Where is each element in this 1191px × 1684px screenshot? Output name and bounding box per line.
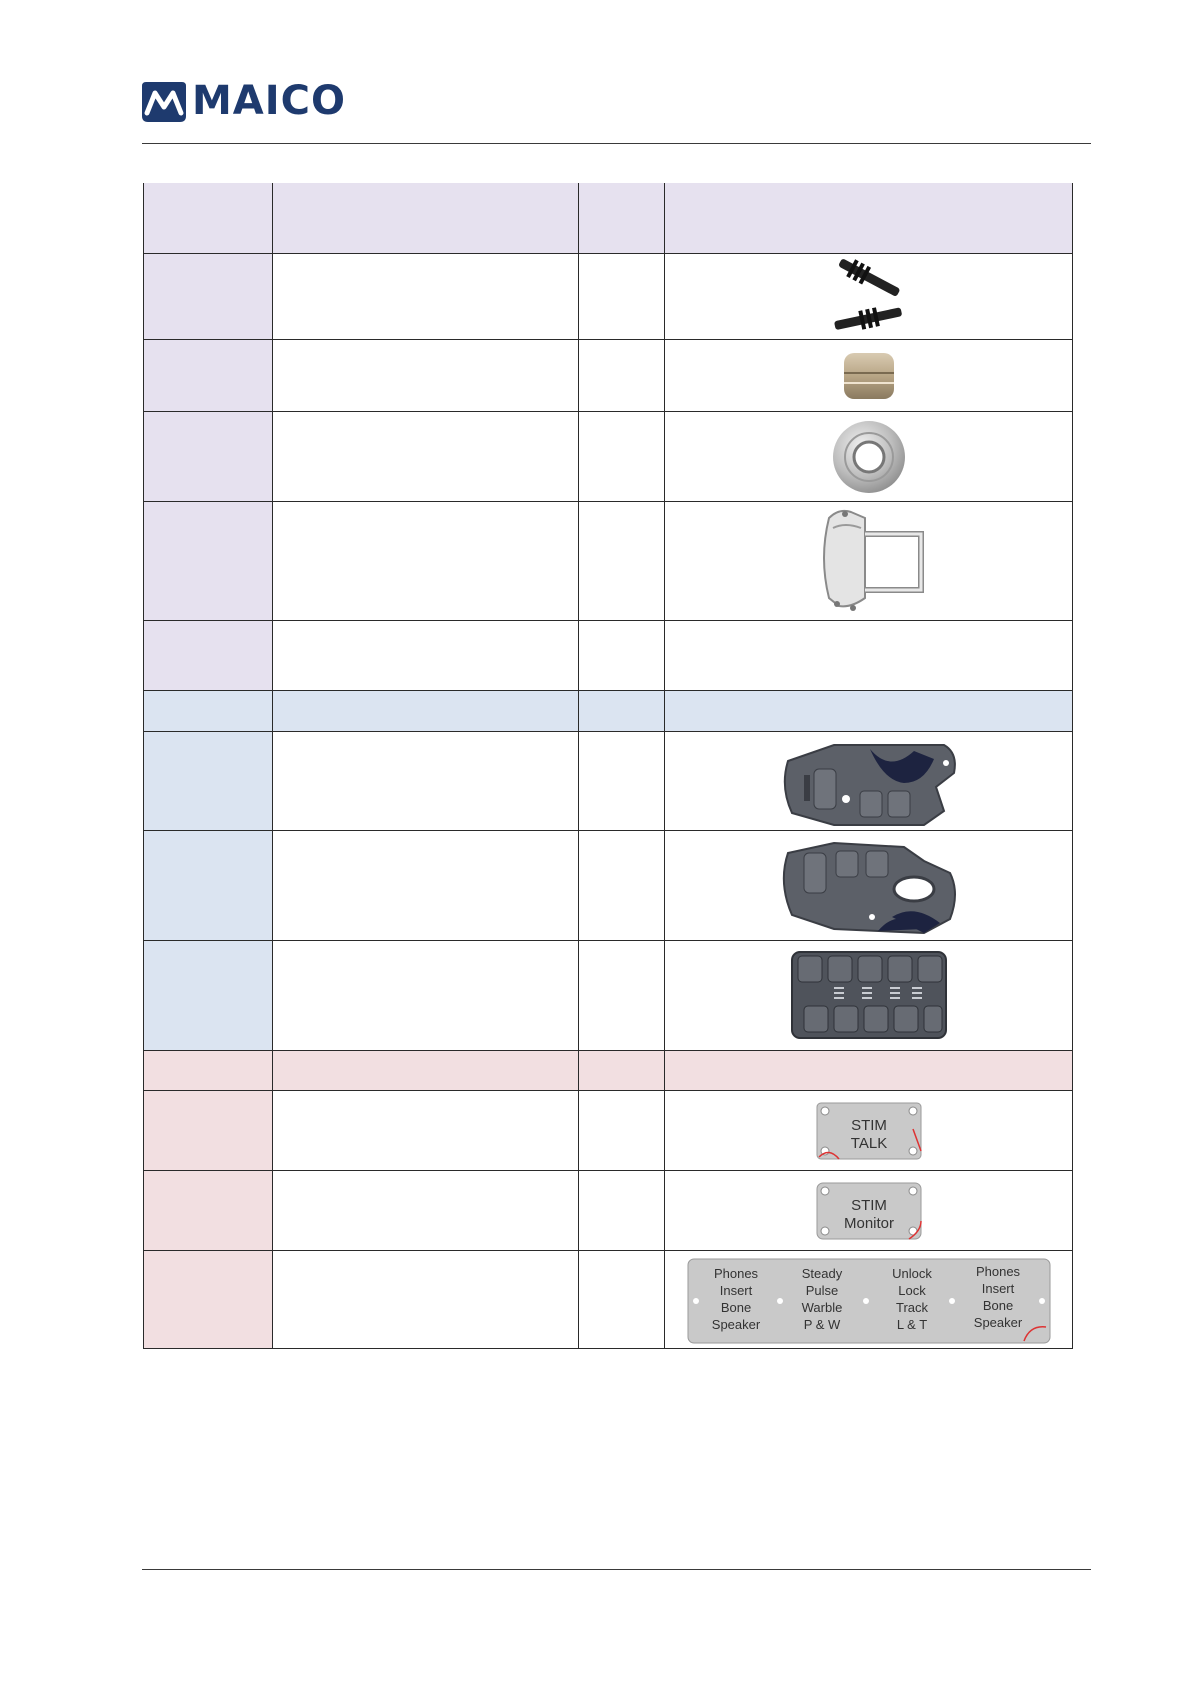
quantity-cell bbox=[579, 412, 665, 502]
description-cell bbox=[273, 502, 579, 621]
quantity-cell bbox=[579, 1251, 665, 1349]
section-header-cell bbox=[665, 691, 1073, 732]
image-cell bbox=[665, 732, 1073, 831]
pins-icon bbox=[814, 254, 924, 340]
plate-multi-text: Phones bbox=[975, 1263, 1020, 1279]
part-number-cell bbox=[143, 831, 273, 941]
description-cell bbox=[273, 732, 579, 831]
description-cell bbox=[273, 412, 579, 502]
part-number-cell bbox=[143, 412, 273, 502]
section-header-row bbox=[143, 691, 1073, 732]
quantity-cell bbox=[579, 1171, 665, 1251]
keypad-holder-right-icon bbox=[774, 833, 964, 939]
description-cell bbox=[273, 340, 579, 412]
part-number-cell bbox=[143, 732, 273, 831]
description-cell bbox=[273, 621, 579, 691]
table-row bbox=[143, 1171, 1073, 1251]
plate-multi-text: L & T bbox=[896, 1316, 927, 1332]
plate-stim-monitor-line1: STIM bbox=[850, 1196, 887, 1214]
plate-multi-text: P & W bbox=[803, 1316, 840, 1332]
table-row bbox=[143, 502, 1073, 621]
part-number-cell bbox=[143, 254, 273, 340]
image-cell bbox=[665, 831, 1073, 941]
quantity-cell bbox=[579, 254, 665, 340]
keypad-holder-left-icon bbox=[774, 733, 964, 829]
description-cell bbox=[273, 831, 579, 941]
rubber-keypad-icon bbox=[784, 946, 954, 1046]
table-row bbox=[143, 1091, 1073, 1171]
header-cell bbox=[273, 183, 579, 254]
description-cell bbox=[273, 1171, 579, 1251]
section-header-cell bbox=[579, 691, 665, 732]
plate-multi-text: Bone bbox=[982, 1297, 1013, 1313]
image-cell bbox=[665, 621, 1073, 691]
part-number-cell bbox=[143, 502, 273, 621]
plate-stim-talk-line2: TALK bbox=[850, 1134, 887, 1152]
header-cell bbox=[665, 183, 1073, 254]
sleeve-icon bbox=[824, 343, 914, 409]
quantity-cell bbox=[579, 732, 665, 831]
label-plate-stim-talk bbox=[809, 1099, 929, 1163]
section-header-cell bbox=[579, 1051, 665, 1091]
table-row bbox=[143, 412, 1073, 502]
header-rule bbox=[142, 143, 1091, 144]
quantity-cell bbox=[579, 1091, 665, 1171]
plate-multi-text: Speaker bbox=[973, 1314, 1022, 1330]
part-number-cell bbox=[143, 621, 273, 691]
maico-logo-icon bbox=[142, 80, 186, 122]
quantity-cell bbox=[579, 941, 665, 1051]
quantity-cell bbox=[579, 502, 665, 621]
section-header-cell bbox=[143, 1051, 273, 1091]
part-number-cell bbox=[143, 1171, 273, 1251]
brand-name: MAICO bbox=[192, 78, 347, 124]
image-cell bbox=[665, 340, 1073, 412]
ring-icon bbox=[824, 414, 914, 500]
quantity-cell bbox=[579, 621, 665, 691]
label-plate-multi bbox=[684, 1253, 1054, 1347]
plate-multi-text: Steady bbox=[801, 1265, 842, 1281]
image-cell bbox=[665, 412, 1073, 502]
image-cell bbox=[665, 1091, 1073, 1171]
plate-multi-text: Insert bbox=[981, 1280, 1014, 1296]
plate-multi-text: Track bbox=[895, 1299, 928, 1315]
description-cell bbox=[273, 254, 579, 340]
parts-table bbox=[143, 183, 1073, 1349]
brand-logo bbox=[142, 80, 346, 122]
part-number-cell bbox=[143, 1251, 273, 1349]
plate-multi-text: Pulse bbox=[805, 1282, 838, 1298]
image-cell bbox=[665, 941, 1073, 1051]
section-header-cell bbox=[273, 1051, 579, 1091]
table-header-row bbox=[143, 183, 1073, 254]
image-cell bbox=[665, 1251, 1073, 1349]
image-cell bbox=[665, 254, 1073, 340]
section-header-cell bbox=[665, 1051, 1073, 1091]
table-row bbox=[143, 732, 1073, 831]
table-row bbox=[143, 1251, 1073, 1349]
table-row bbox=[143, 621, 1073, 691]
description-cell bbox=[273, 941, 579, 1051]
footer-rule bbox=[142, 1569, 1091, 1570]
plate-multi-text: Insert bbox=[719, 1282, 752, 1298]
bracket-icon bbox=[799, 502, 939, 620]
part-number-cell bbox=[143, 340, 273, 412]
plate-multi-text: Speaker bbox=[711, 1316, 760, 1332]
table-row bbox=[143, 941, 1073, 1051]
image-cell bbox=[665, 502, 1073, 621]
table-row bbox=[143, 831, 1073, 941]
description-cell bbox=[273, 1091, 579, 1171]
part-number-cell bbox=[143, 1091, 273, 1171]
table-row bbox=[143, 340, 1073, 412]
label-plate-stim-monitor bbox=[809, 1179, 929, 1243]
plate-multi-text: Phones bbox=[713, 1265, 758, 1281]
quantity-cell bbox=[579, 340, 665, 412]
plate-stim-monitor-line2: Monitor bbox=[843, 1214, 894, 1232]
plate-multi-text: Bone bbox=[720, 1299, 751, 1315]
plate-stim-talk-line1: STIM bbox=[850, 1116, 887, 1134]
plate-multi-text: Unlock bbox=[891, 1265, 932, 1281]
header-cell bbox=[143, 183, 273, 254]
section-header-row bbox=[143, 1051, 1073, 1091]
description-cell bbox=[273, 1251, 579, 1349]
section-header-cell bbox=[143, 691, 273, 732]
section-header-cell bbox=[273, 691, 579, 732]
plate-multi-text: Warble bbox=[801, 1299, 842, 1315]
image-cell bbox=[665, 1171, 1073, 1251]
plate-multi-text: Lock bbox=[897, 1282, 926, 1298]
part-number-cell bbox=[143, 941, 273, 1051]
table-row bbox=[143, 254, 1073, 340]
quantity-cell bbox=[579, 831, 665, 941]
header-cell bbox=[579, 183, 665, 254]
